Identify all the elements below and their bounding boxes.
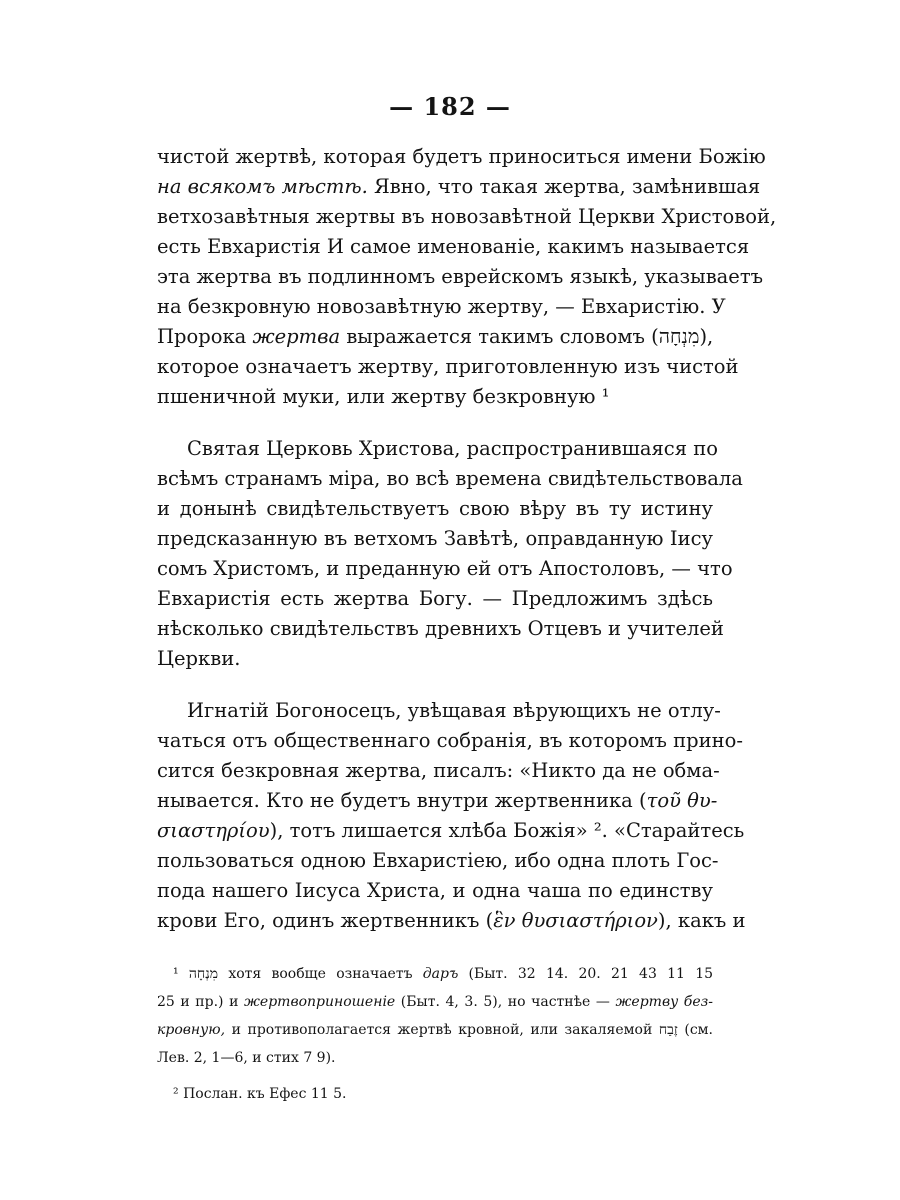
text-line: которое означаетъ жертву, приготовленную изъ чистой <box>157 355 739 378</box>
text-line: и донынѣ свидѣтельствуетъ свою вѣру въ ту истину <box>157 497 713 520</box>
text-fragment: крови Его, одинъ жертвенникъ ( <box>157 909 494 932</box>
text-line: эта жертва въ подлинномъ еврейскомъ языкѣ, указываетъ <box>157 265 764 288</box>
footnote-line <box>157 1016 713 1044</box>
text-line: предсказанную въ ветхомъ Завѣтѣ, оправданную Іису <box>157 527 713 550</box>
text-line: чистой жертвѣ, которая будетъ приноситься имени Божію <box>157 145 766 168</box>
footnote-2 <box>157 1080 713 1108</box>
footnote-line: ² Послан. къ Ефес 11 5. <box>173 1086 347 1102</box>
text-line <box>157 786 718 816</box>
paragraph-1 <box>157 142 777 412</box>
text-line: Святая Церковь Христова, распространившаяся по <box>187 437 718 460</box>
text-line: чаться отъ общественнаго собранія, въ которомъ прино- <box>157 729 743 752</box>
text-line: на безкровную новозавѣтную жертву, — Евхаристію. У <box>157 295 726 318</box>
italic-phrase: даръ <box>422 966 459 982</box>
italic-phrase: жертву без- <box>615 994 714 1010</box>
paragraph-2 <box>157 434 743 674</box>
text-line: нѣсколько свидѣтельствъ древнихъ Отцевъ и учителей <box>157 617 724 640</box>
greek-phrase: σιαστηρίου <box>157 819 270 842</box>
footnotes <box>157 960 713 1108</box>
text-line: сится безкровная жертва, писалъ: «Никто да не обма- <box>157 759 720 782</box>
greek-phrase: τοῦ θυ- <box>646 789 718 812</box>
page-number: — 182 — <box>389 92 511 121</box>
text-line: всѣмъ странамъ міра, во всѣ времена свидѣтельствовала <box>157 467 743 490</box>
text-fragment: ), тотъ лишается хлѣба Божія» ². «Старайтесь <box>269 819 745 842</box>
footnote-line: Лев. 2, 1—6, и стих 7 9). <box>157 1050 336 1066</box>
italic-phrase: на всякомъ мѣстѣ. <box>157 175 368 198</box>
text-fragment: (Быт. 4, 3. 5), но частнѣе — <box>395 994 616 1010</box>
text-line: пшеничной муки, или жертву безкровную ¹ <box>157 385 610 408</box>
text-line: есть Евхаристія И самое именованіе, какимъ называется <box>157 235 750 258</box>
text-line: пода нашего Іисуса Христа, и одна чаша по единству <box>157 879 713 902</box>
italic-phrase: жертвоприношеніе <box>244 994 396 1010</box>
text-line: пользоваться одною Евхаристіею, ибо одна плоть Гос- <box>157 849 719 872</box>
text-fragment: (Быт. 32 14. 20. 21 43 11 15 <box>458 966 714 982</box>
text-line: ветхозавѣтныя жертвы въ новозавѣтной Церкви Христовой, <box>157 205 777 228</box>
text-line <box>157 906 746 936</box>
text-line: сомъ Христомъ, и преданную ей отъ Апостоловъ, — что <box>157 557 733 580</box>
text-line <box>157 322 713 352</box>
paragraph-3 <box>157 696 746 936</box>
text-fragment: выражается такимъ словомъ (מִנְחָה), <box>340 325 714 348</box>
main-text <box>157 142 777 958</box>
italic-phrase: кровную, <box>157 1022 226 1038</box>
text-fragment: ), какъ и <box>657 909 746 932</box>
text-line: Евхаристія есть жертва Богу. — Предложимъ здѣсь <box>157 587 713 610</box>
text-line: Церкви. <box>157 647 241 670</box>
footnote-1 <box>157 960 713 1072</box>
footnote-line <box>157 960 713 988</box>
greek-phrase: ἓν θυσιαστήριον <box>493 909 658 932</box>
text-fragment: Пророка <box>157 325 253 348</box>
text-line <box>157 172 761 202</box>
text-fragment: 25 и пр.) и <box>157 994 245 1010</box>
text-fragment: и противополагается жертвѣ кровной, или закаляемой זֶבַח (см. <box>225 1022 714 1038</box>
text-fragment: ¹ מִנְחָה хотя вообще означаетъ <box>173 966 423 982</box>
text-line: Игнатій Богоносецъ, увѣщавая вѣрующихъ не отлу- <box>187 699 721 722</box>
footnote-line <box>157 988 713 1016</box>
text-fragment: нывается. Кто не будетъ внутри жертвенника ( <box>157 789 647 812</box>
text-fragment: Явно, что такая жертва, замѣнившая <box>367 175 761 198</box>
italic-phrase: жертва <box>252 325 341 348</box>
text-line <box>157 816 745 846</box>
